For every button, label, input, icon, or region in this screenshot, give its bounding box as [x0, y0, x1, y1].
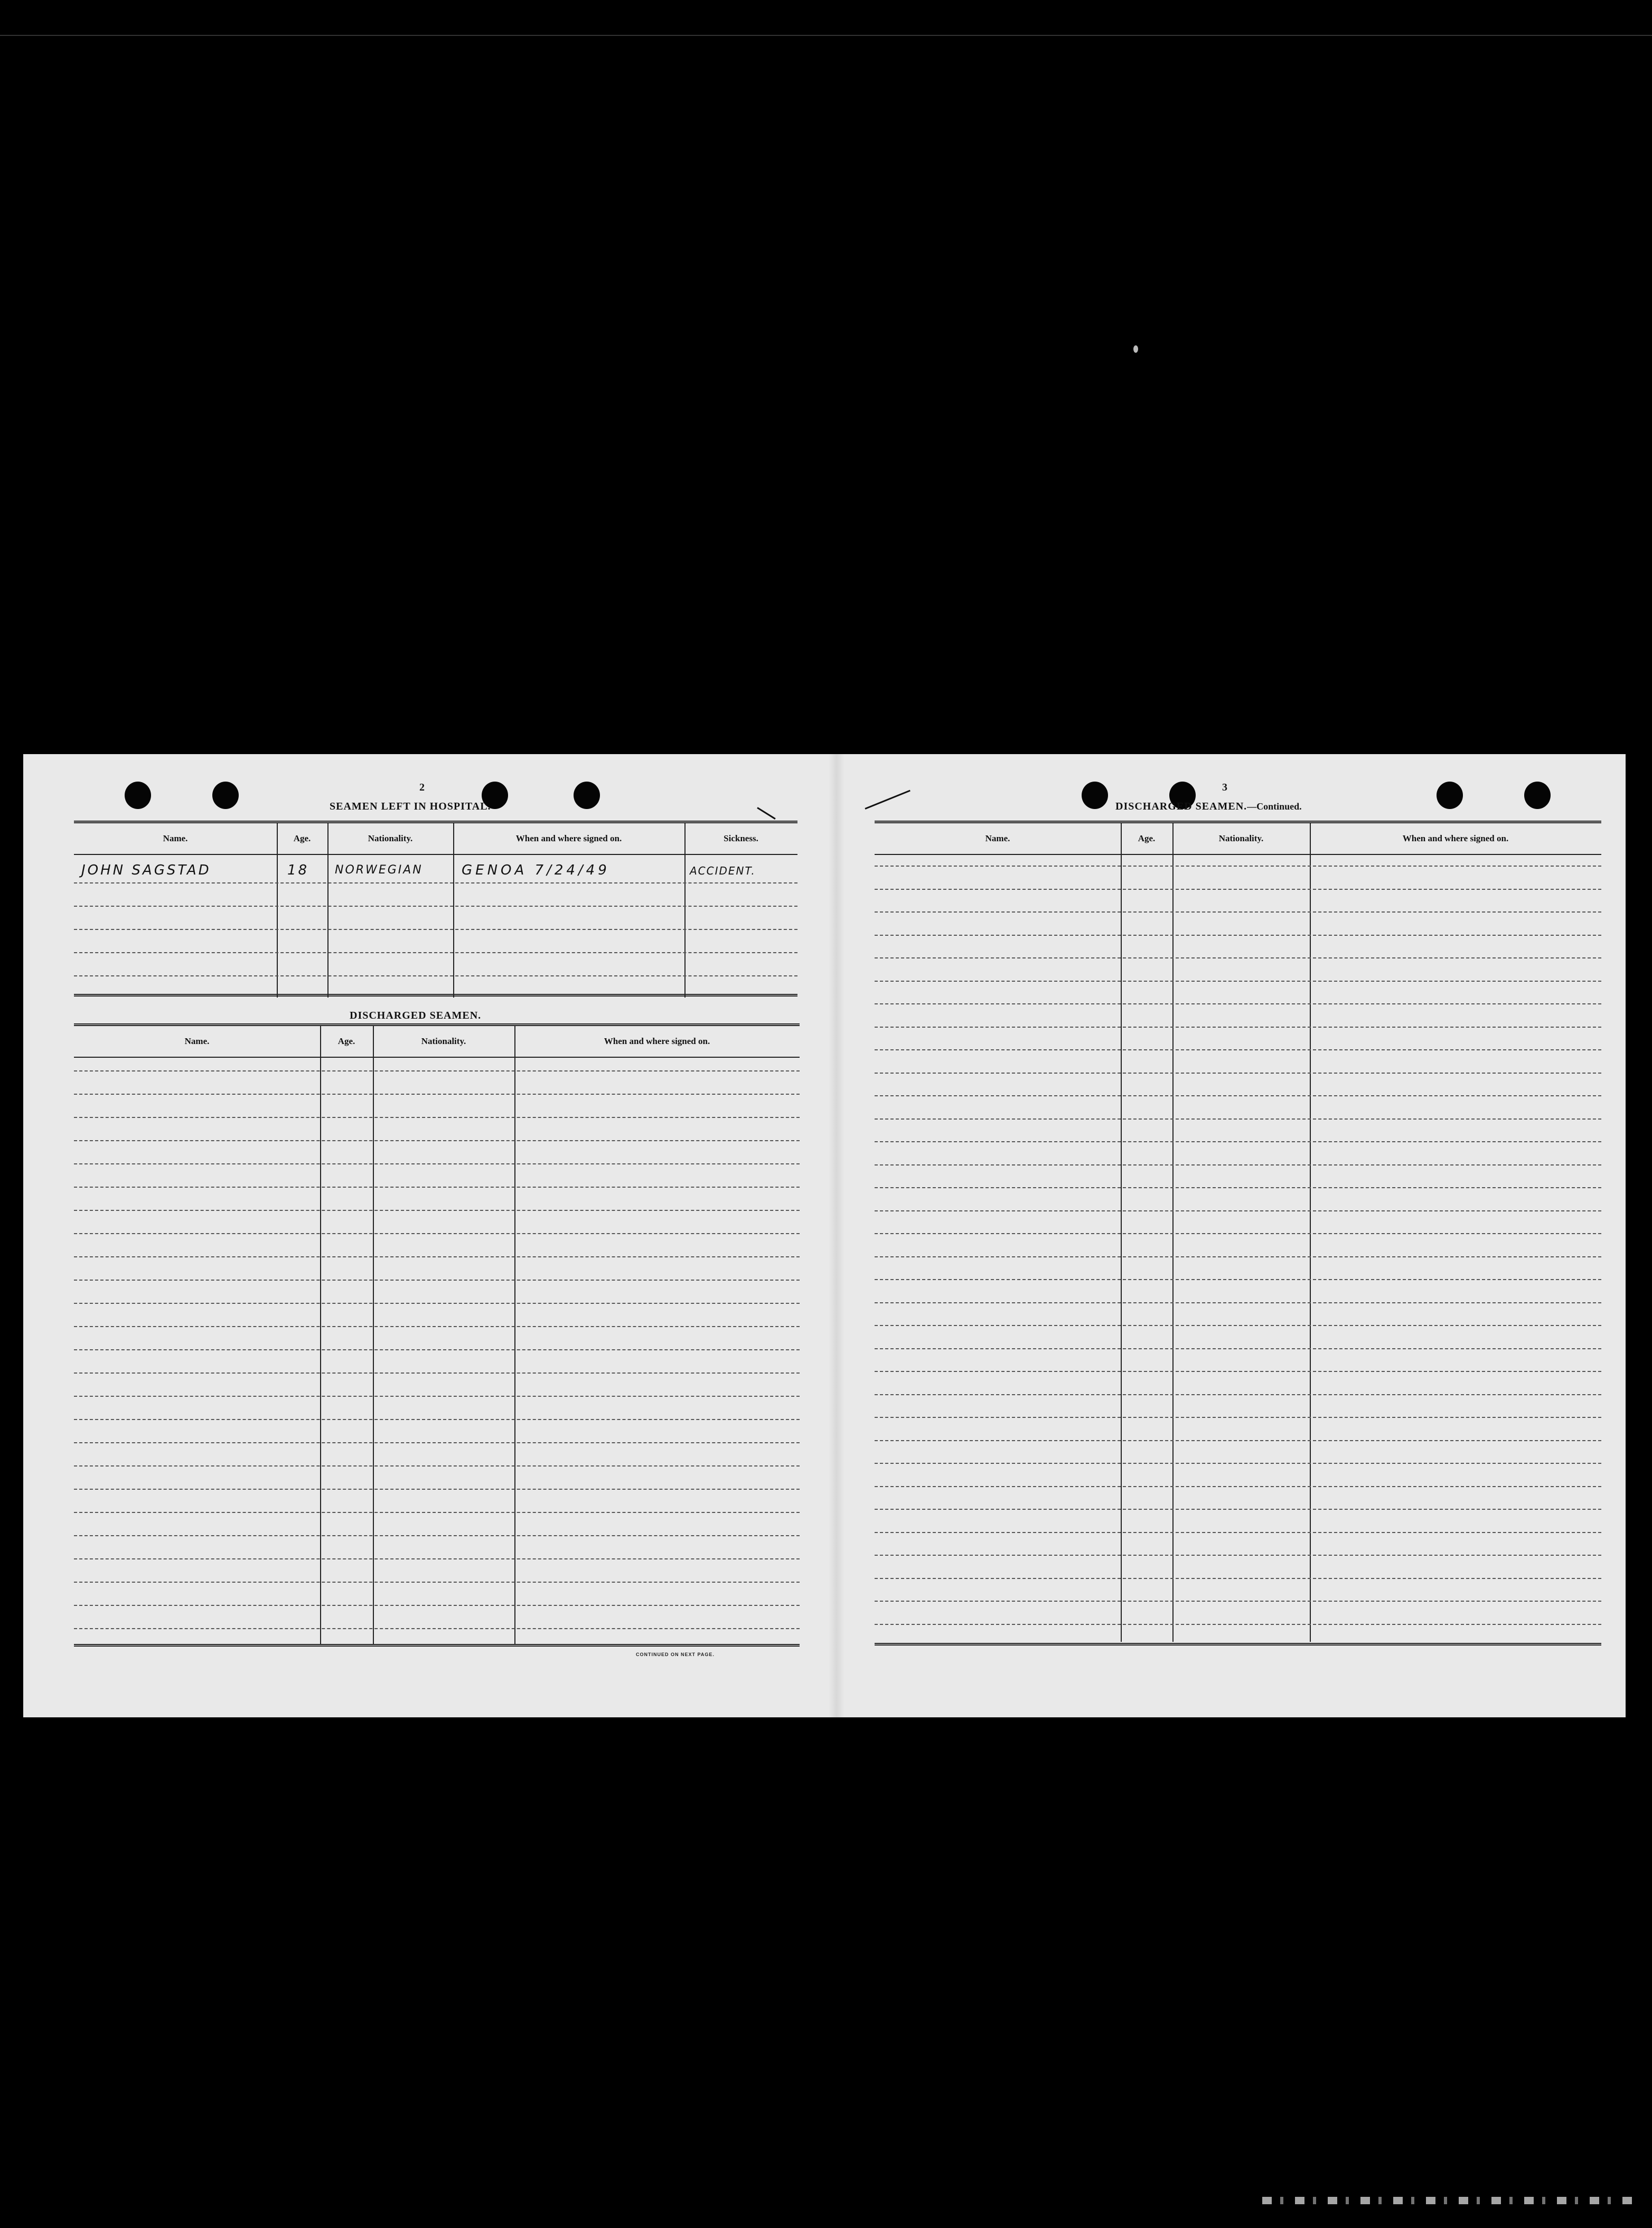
row-rule: [875, 1003, 1601, 1004]
right-discharged-body: [875, 855, 1601, 1642]
row-rule: [74, 1117, 800, 1118]
row-rule: [74, 1582, 800, 1583]
pen-mark: [865, 790, 910, 810]
col-name-header: Name.: [985, 833, 1010, 843]
row-rule: [74, 1372, 800, 1374]
row-rule: [875, 1325, 1601, 1326]
right-discharged-title: [1115, 801, 1302, 813]
left-page-number: 2: [419, 782, 425, 793]
row-rule: [875, 1463, 1601, 1464]
column-rule: [1310, 855, 1311, 1642]
row-rule: [74, 1256, 800, 1257]
row-rule: [875, 1555, 1601, 1556]
seaman-sickness: ACCIDENT.: [690, 864, 756, 877]
row-rule: [875, 889, 1601, 890]
scan-top-edge: [0, 35, 1652, 36]
column-rule: [514, 1026, 515, 1057]
row-rule: [74, 1558, 800, 1559]
row-rule: [875, 1624, 1601, 1625]
right-discharged-bottom-rule: [875, 1643, 1601, 1646]
column-rule: [1310, 823, 1311, 854]
row-rule: [74, 1280, 800, 1281]
row-rule: [74, 1163, 800, 1164]
col-nationality-header: Nationality.: [368, 833, 413, 843]
column-rule: [1172, 823, 1174, 854]
row-rule: [74, 1396, 800, 1397]
column-rule: [453, 823, 454, 854]
left-discharged-bottom-rule: [74, 1644, 800, 1647]
row-rule: [875, 1302, 1601, 1303]
row-rule: [74, 882, 797, 883]
row-rule: [875, 1027, 1601, 1028]
row-rule: [875, 1417, 1601, 1418]
col-sickness-header: Sickness.: [724, 833, 758, 843]
row-rule: [74, 1210, 800, 1211]
row-rule: [875, 1187, 1601, 1188]
row-rule: [74, 1140, 800, 1141]
row-rule: [875, 1509, 1601, 1510]
seaman-age: 18: [287, 862, 309, 878]
ledger-spread: [23, 754, 1626, 1717]
pen-mark: [757, 807, 776, 820]
col-nationality-header: Nationality.: [1218, 833, 1264, 843]
row-rule: [74, 1094, 800, 1095]
row-rule: [875, 1486, 1601, 1487]
row-rule: [875, 1210, 1601, 1211]
left-discharged-body: [74, 1058, 800, 1645]
row-rule: [74, 1535, 800, 1536]
row-rule: [875, 1532, 1601, 1533]
row-rule: [875, 1348, 1601, 1349]
col-age-header: Age.: [293, 833, 311, 843]
hospital-section-title: SEAMEN LEFT IN HOSPITAL.: [330, 801, 491, 812]
col-age-header: Age.: [1138, 833, 1156, 843]
col-signed-on-header: When and where signed on.: [515, 833, 622, 843]
column-rule: [1172, 855, 1174, 1642]
column-rule: [320, 1058, 321, 1645]
punch-hole: [212, 782, 239, 809]
punch-hole: [125, 782, 151, 809]
row-rule: [74, 975, 797, 976]
row-rule: [875, 1371, 1601, 1372]
row-rule: [74, 906, 797, 907]
row-rule: [875, 1164, 1601, 1165]
column-rule: [1121, 823, 1122, 854]
row-rule: [74, 1442, 800, 1443]
row-rule: [875, 1095, 1601, 1096]
col-signed-on-header: When and where signed on.: [1402, 833, 1509, 843]
column-rule: [277, 823, 278, 854]
hospital-table: [74, 821, 797, 1003]
row-rule: [74, 1628, 800, 1629]
left-discharged-table: [74, 1023, 800, 1645]
row-rule: [875, 911, 1601, 913]
row-rule: [74, 952, 797, 953]
row-rule: [875, 1279, 1601, 1280]
row-rule: [74, 1187, 800, 1188]
row-rule: [74, 1489, 800, 1490]
column-rule: [320, 1026, 321, 1057]
seaman-nationality: NORWEGIAN: [335, 863, 423, 877]
row-rule: [875, 866, 1601, 867]
right-discharged-title-suffix: —Continued.: [1247, 801, 1302, 812]
row-rule: [875, 1233, 1601, 1234]
row-rule: [875, 1440, 1601, 1441]
right-discharged-header: [875, 823, 1601, 855]
left-discharged-header: [74, 1026, 800, 1058]
punch-hole: [574, 782, 600, 809]
row-rule: [875, 1256, 1601, 1257]
row-rule: [875, 935, 1601, 936]
seaman-name: JOHN SAGSTAD: [81, 862, 211, 878]
row-rule: [875, 1141, 1601, 1142]
row-rule: [875, 957, 1601, 958]
hospital-table-header: [74, 823, 797, 855]
right-page-number: 3: [1222, 782, 1227, 793]
seaman-signed-on: GENOA 7/24/49: [462, 862, 610, 878]
col-name-header: Name.: [184, 1036, 210, 1046]
row-rule: [74, 1349, 800, 1350]
row-rule: [875, 1073, 1601, 1074]
row-rule: [74, 1465, 800, 1466]
row-rule: [875, 1049, 1601, 1050]
row-rule: [74, 1512, 800, 1513]
row-rule: [875, 1601, 1601, 1602]
col-nationality-header: Nationality.: [421, 1036, 466, 1046]
row-rule: [875, 1394, 1601, 1395]
row-rule: [875, 1578, 1601, 1579]
row-rule: [875, 1118, 1601, 1120]
hospital-table-bottom-rule: [74, 994, 797, 997]
punch-hole: [1082, 782, 1108, 809]
row-rule: [74, 1605, 800, 1606]
row-rule: [74, 929, 797, 930]
row-rule: [74, 1303, 800, 1304]
continued-note: CONTINUED ON NEXT PAGE.: [636, 1652, 715, 1657]
column-rule: [327, 823, 328, 854]
row-rule: [74, 1326, 800, 1327]
column-rule: [684, 823, 686, 854]
col-signed-on-header: When and where signed on.: [604, 1036, 710, 1046]
discharged-section-title: DISCHARGED SEAMEN.: [350, 1010, 482, 1021]
right-discharged-table: [875, 821, 1601, 1642]
page-gutter: [829, 754, 844, 1717]
col-age-header: Age.: [337, 1036, 355, 1046]
hospital-table-body: [74, 855, 797, 1003]
col-name-header: Name.: [163, 833, 188, 843]
row-rule: [74, 1233, 800, 1234]
row-rule: [74, 1070, 800, 1071]
punch-hole: [1437, 782, 1463, 809]
row-rule: [875, 981, 1601, 982]
column-rule: [514, 1058, 515, 1645]
column-rule: [373, 1026, 374, 1057]
column-rule: [1121, 855, 1122, 1642]
column-rule: [373, 1058, 374, 1645]
scan-edge-noise: [1262, 2197, 1632, 2204]
right-discharged-title-main: DISCHARGED SEAMEN.: [1115, 801, 1247, 812]
row-rule: [74, 1419, 800, 1420]
scan-speck: [1133, 345, 1138, 353]
punch-hole: [1524, 782, 1551, 809]
